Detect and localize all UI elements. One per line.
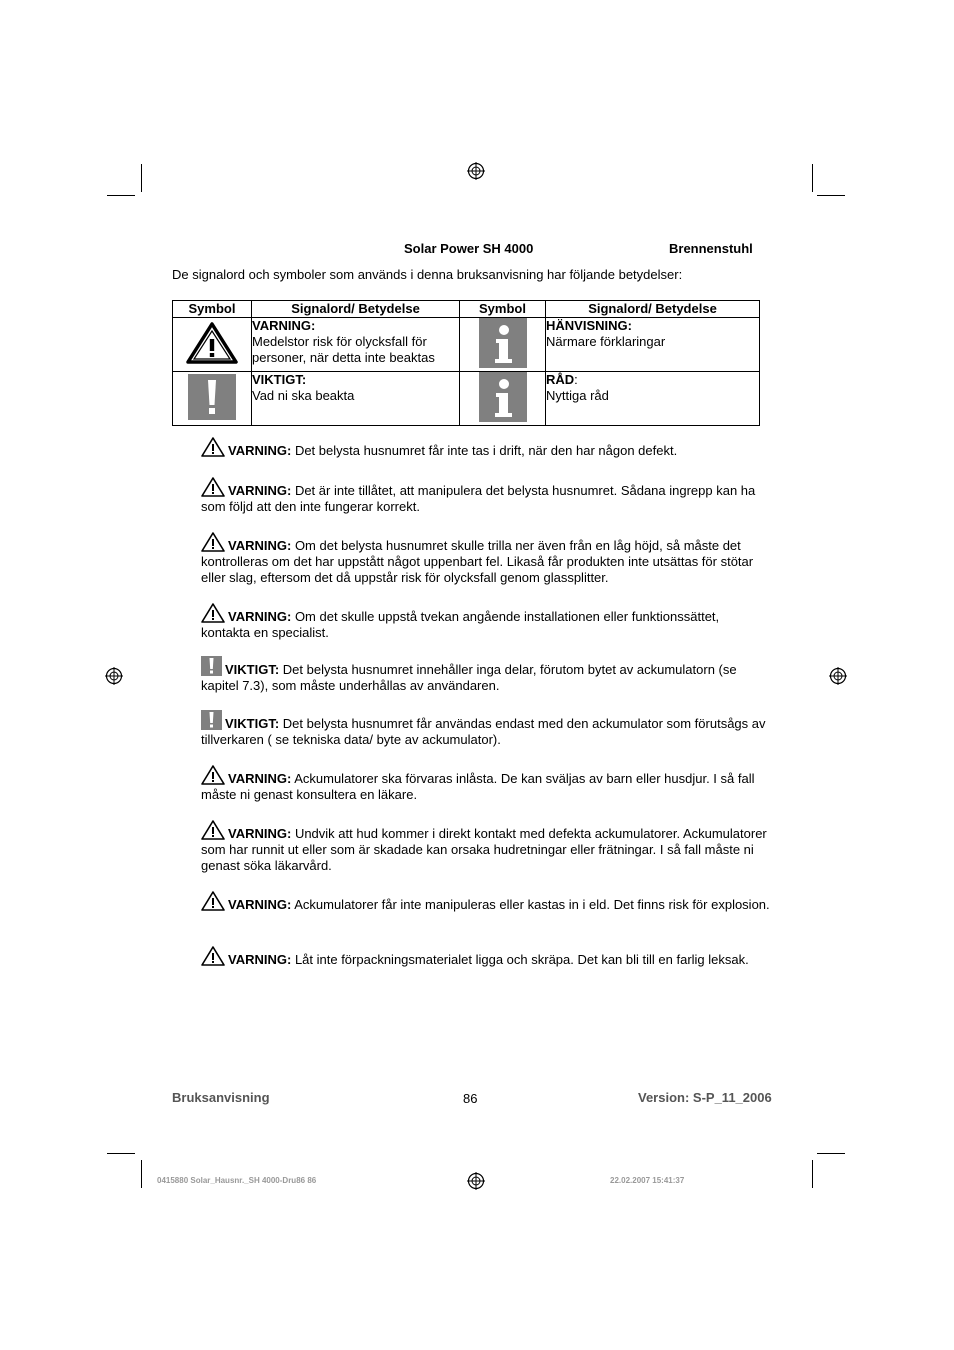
symbol-cell — [173, 318, 252, 372]
symbol-cell — [460, 318, 546, 372]
notice-label: VARNING: — [228, 952, 292, 967]
warning-triangle-icon — [186, 322, 238, 364]
intro-text: De signalord och symboler som används i denna bruksanvisning har följande betydelser: — [172, 267, 683, 282]
crop-mark-bottom-left-h — [107, 1153, 135, 1154]
notice-text: Ackumulatorer får inte manipuleras eller kastas in i eld. Det finns risk för explosion. — [294, 897, 770, 912]
registration-mark-icon — [467, 162, 485, 180]
crop-mark-top-right-h — [817, 195, 845, 196]
notice-text: Det belysta husnumret får användas endast med den ackumulator som förutsågs av tillverkaren ( se tekniska data/ byte av ackumulator). — [201, 716, 766, 747]
notice-label: VIKTIGT: — [225, 662, 280, 677]
notice-label: VARNING: — [228, 538, 292, 553]
signal-word: VARNING: — [252, 318, 316, 333]
crop-mark-bottom-left-v — [141, 1160, 142, 1188]
warning-triangle-icon — [201, 820, 225, 840]
registration-mark-icon — [467, 1172, 485, 1190]
warning-notice — [201, 437, 771, 459]
notice-text: Om det belysta husnumret skulle trilla ner även från en låg höjd, så måste det kontrolleras om det har uppstått något uppenbart fel. Likaså får produkten inte utsättas för stötar eller slag, eftersom det då uppstår risk för olycksfall genom glassplitter. — [201, 538, 754, 585]
product-title: Solar Power SH 4000 — [404, 241, 534, 256]
important-notice — [201, 656, 771, 694]
signal-word: HÄNVISNING: — [546, 318, 632, 333]
meaning-cell — [252, 372, 460, 426]
warning-notice — [201, 820, 771, 874]
col-meaning-header: Signalord/ Betydelse — [252, 301, 460, 318]
signal-word-suffix: : — [574, 372, 578, 387]
col-symbol-header: Symbol — [460, 301, 546, 318]
notice-label: VARNING: — [228, 443, 292, 458]
notice-label: VARNING: — [228, 826, 292, 841]
notice-text: Det är inte tillåtet, att manipulera det belysta husnumret. Sådana ingrepp kan ha som följd att den inte fungerar korrekt. — [201, 483, 756, 514]
crop-mark-bottom-right-h — [817, 1153, 845, 1154]
meaning-text: Nyttiga råd — [546, 388, 609, 403]
exclamation-icon — [188, 374, 236, 420]
info-icon — [479, 318, 527, 368]
col-symbol-header: Symbol — [173, 301, 252, 318]
notice-label: VARNING: — [228, 609, 292, 624]
symbol-cell — [460, 372, 546, 426]
warning-notice — [201, 477, 771, 515]
notice-label: VARNING: — [228, 897, 292, 912]
notice-text: Det belysta husnumret får inte tas i drift, när den har någon defekt. — [294, 443, 678, 458]
warning-notice — [201, 891, 771, 913]
crop-mark-bottom-right-v — [812, 1160, 813, 1188]
meaning-text: Närmare förklaringar — [546, 334, 666, 349]
notice-text: Om det skulle uppstå tvekan angående installationen eller funktionssättet, kontakta en specialist. — [201, 609, 720, 640]
warning-notice — [201, 765, 771, 803]
notice-text: Låt inte förpackningsmaterialet ligga och skräpa. Det kan bli till en farlig leksak. — [294, 952, 749, 967]
footer-version: Version: S-P_11_2006 — [638, 1090, 772, 1105]
notice-text: Det belysta husnumret innehåller inga delar, förutom bytet av ackumulatorn (se kapitel 7.3), som måste underhållas av användaren. — [201, 662, 737, 693]
warning-notice — [201, 946, 771, 968]
notice-text: Ackumulatorer ska förvaras inlåsta. De kan sväljas av barn eller husdjur. I så fall måste ni genast konsultera en läkare. — [201, 771, 755, 802]
table-header-row — [173, 301, 760, 318]
footer-doc-type: Bruksanvisning — [172, 1090, 270, 1105]
signal-word: VIKTIGT: — [252, 372, 307, 387]
warning-triangle-icon — [201, 532, 225, 552]
meaning-text: Medelstor risk för olycksfall för personer, när detta inte beaktas — [252, 334, 435, 365]
warning-triangle-icon — [201, 765, 225, 785]
table-row — [173, 318, 760, 372]
page-number: 86 — [463, 1091, 478, 1106]
warning-notice — [201, 532, 771, 586]
print-slug-file: 0415880 Solar_Hausnr._SH 4000-Dru86 86 — [157, 1176, 317, 1185]
warning-triangle-icon — [201, 437, 225, 457]
warning-triangle-icon — [201, 477, 225, 497]
registration-mark-icon — [105, 667, 123, 685]
warning-triangle-icon — [201, 603, 225, 623]
exclamation-icon — [201, 656, 222, 676]
meaning-cell — [252, 318, 460, 372]
notice-label: VIKTIGT: — [225, 716, 280, 731]
notice-label: VARNING: — [228, 483, 292, 498]
notice-label: VARNING: — [228, 771, 292, 786]
info-icon — [479, 372, 527, 422]
meaning-cell — [546, 372, 760, 426]
warning-triangle-icon — [201, 891, 225, 911]
crop-mark-top-left-h — [107, 195, 135, 196]
col-meaning-header: Signalord/ Betydelse — [546, 301, 760, 318]
meaning-cell — [546, 318, 760, 372]
registration-mark-icon — [829, 667, 847, 685]
warning-notice — [201, 603, 771, 641]
notice-text: Undvik att hud kommer i direkt kontakt med defekta ackumulatorer. Ackumulatorer som har runnit ut eller som är skadade kan orsaka hudretningar eller frätningar. I så fall måste ni genast söka läkarvård. — [201, 826, 767, 873]
crop-mark-top-right-v — [812, 164, 813, 192]
meaning-text: Vad ni ska beakta — [252, 388, 355, 403]
brand-name: Brennenstuhl — [669, 241, 753, 256]
print-slug-timestamp: 22.02.2007 15:41:37 — [610, 1176, 685, 1185]
warning-triangle-icon — [201, 946, 225, 966]
exclamation-icon — [201, 710, 222, 730]
crop-mark-top-left-v — [141, 164, 142, 192]
symbol-table — [172, 300, 760, 426]
signal-word: RÅD — [546, 372, 575, 387]
symbol-cell — [173, 372, 252, 426]
table-row — [173, 372, 760, 426]
important-notice — [201, 710, 771, 748]
